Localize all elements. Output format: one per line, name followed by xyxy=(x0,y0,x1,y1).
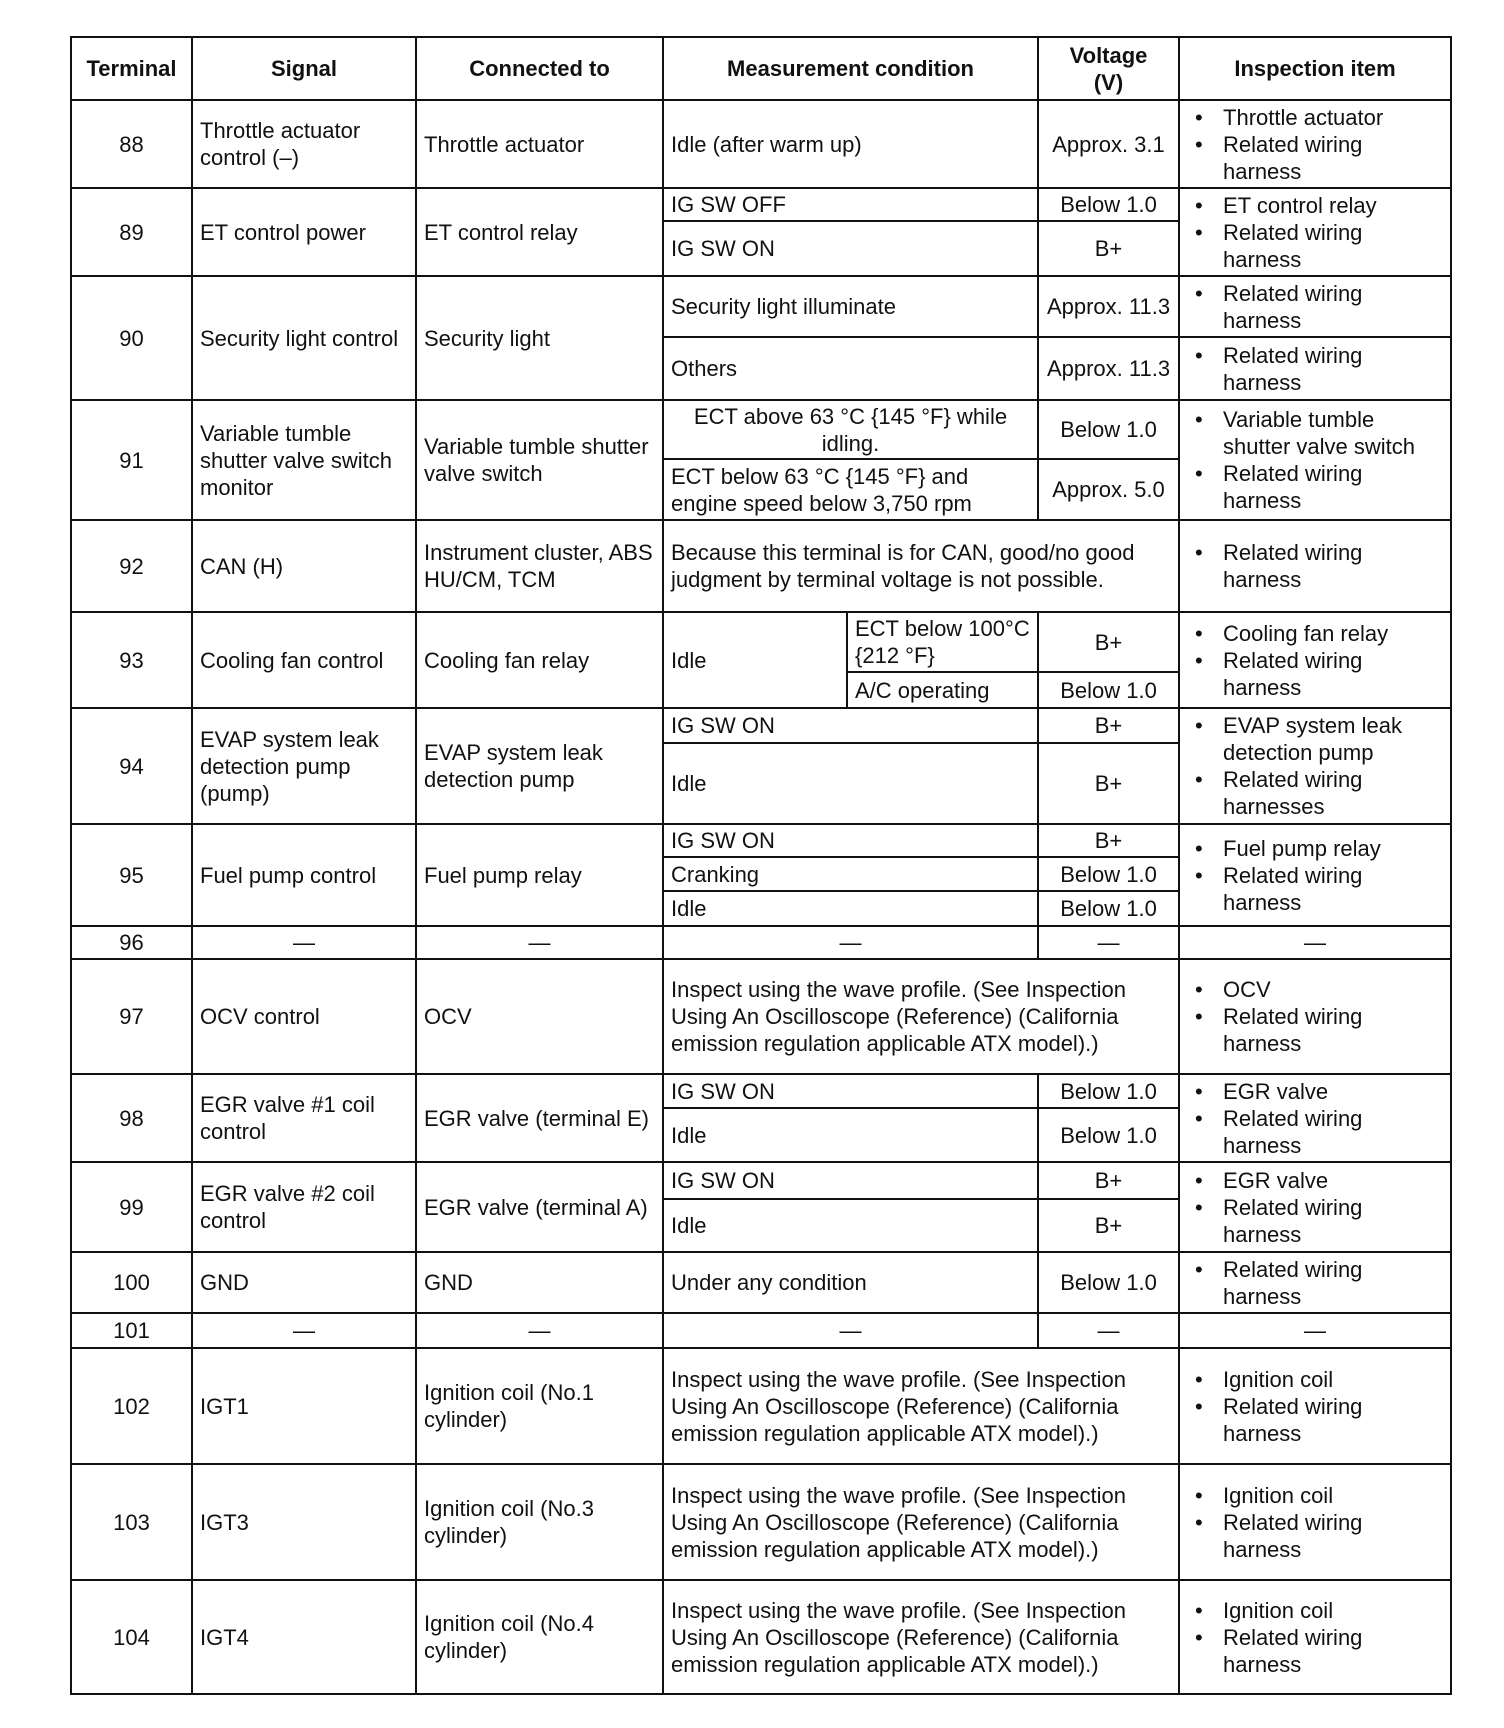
inspection xyxy=(1179,276,1451,337)
condition: Cranking xyxy=(663,857,1038,891)
inspection xyxy=(1179,612,1451,708)
condition: Idle xyxy=(663,612,847,708)
connected-to: EGR valve (terminal A) xyxy=(416,1162,663,1252)
connected-to: Ignition coil (No.1 cylinder) xyxy=(416,1348,663,1464)
header-voltage: Voltage (V) xyxy=(1038,37,1179,100)
connected-to: Fuel pump relay xyxy=(416,824,663,926)
signal: EGR valve #1 coil control xyxy=(192,1074,416,1162)
inspection xyxy=(1179,1348,1451,1464)
condition: — xyxy=(663,926,1038,959)
signal: Fuel pump control xyxy=(192,824,416,926)
terminal: 93 xyxy=(71,612,192,708)
voltage: Below 1.0 xyxy=(1038,188,1179,221)
inspection-item: • EGR valve xyxy=(1223,1167,1443,1194)
table-row xyxy=(71,708,1451,743)
condition: IG SW ON xyxy=(663,221,1038,276)
connected-to: EVAP system leak detection pump xyxy=(416,708,663,824)
condition-note: Inspect using the wave profile. (See Inspection Using An Oscilloscope (Reference) (California emission regulation applicable ATX model).) xyxy=(663,1348,1179,1464)
connected-to: — xyxy=(416,1313,663,1348)
voltage: Below 1.0 xyxy=(1038,891,1179,926)
table-row xyxy=(71,400,1451,459)
inspection-item: • ET control relay xyxy=(1223,192,1443,219)
voltage: B+ xyxy=(1038,1162,1179,1199)
terminal: 91 xyxy=(71,400,192,520)
voltage: B+ xyxy=(1038,708,1179,743)
signal: — xyxy=(192,926,416,959)
inspection-item: • EGR valve xyxy=(1223,1078,1443,1105)
voltage: Below 1.0 xyxy=(1038,1252,1179,1313)
voltage: Below 1.0 xyxy=(1038,400,1179,459)
voltage: B+ xyxy=(1038,1199,1179,1252)
signal: Cooling fan control xyxy=(192,612,416,708)
condition: Security light illuminate xyxy=(663,276,1038,337)
connected-to: Cooling fan relay xyxy=(416,612,663,708)
connected-to: Variable tumble shutter valve switch xyxy=(416,400,663,520)
voltage: B+ xyxy=(1038,743,1179,824)
inspection-item: • Related wiring harness xyxy=(1223,1393,1443,1447)
inspection-item: • Related wiring harness xyxy=(1223,131,1443,185)
terminal: 95 xyxy=(71,824,192,926)
voltage: Approx. 3.1 xyxy=(1038,100,1179,188)
header-row xyxy=(71,37,1451,100)
inspection-item: • Related wiring harness xyxy=(1223,1003,1443,1057)
voltage: Below 1.0 xyxy=(1038,857,1179,891)
condition: Idle xyxy=(663,1108,1038,1162)
inspection-item: • EVAP system leak detection pump xyxy=(1223,712,1443,766)
terminal: 101 xyxy=(71,1313,192,1348)
inspection-item: • Related wiring harness xyxy=(1223,647,1443,701)
inspection-item: • Fuel pump relay xyxy=(1223,835,1443,862)
voltage: Approx. 11.3 xyxy=(1038,276,1179,337)
connected-to: ET control relay xyxy=(416,188,663,276)
inspection xyxy=(1179,337,1451,400)
condition: IG SW ON xyxy=(663,708,1038,743)
signal: CAN (H) xyxy=(192,520,416,612)
signal: EGR valve #2 coil control xyxy=(192,1162,416,1252)
table-row xyxy=(71,188,1451,221)
voltage: Below 1.0 xyxy=(1038,1074,1179,1108)
connected-to: Throttle actuator xyxy=(416,100,663,188)
table-row xyxy=(71,612,1451,672)
header-terminal: Terminal xyxy=(71,37,192,100)
connected-to: GND xyxy=(416,1252,663,1313)
signal: ET control power xyxy=(192,188,416,276)
inspection-item: • Ignition coil xyxy=(1223,1597,1443,1624)
terminal: 97 xyxy=(71,959,192,1074)
table-row xyxy=(71,1313,1451,1348)
voltage: — xyxy=(1038,926,1179,959)
voltage: B+ xyxy=(1038,221,1179,276)
connected-to: Ignition coil (No.4 cylinder) xyxy=(416,1580,663,1694)
condition: Others xyxy=(663,337,1038,400)
terminal: 88 xyxy=(71,100,192,188)
condition: Idle xyxy=(663,1199,1038,1252)
inspection-item: • Cooling fan relay xyxy=(1223,620,1443,647)
voltage: Approx. 11.3 xyxy=(1038,337,1179,400)
inspection-item: • Variable tumble shutter valve switch xyxy=(1223,406,1443,460)
table-row xyxy=(71,824,1451,857)
terminal: 103 xyxy=(71,1464,192,1580)
inspection-item: • Related wiring harness xyxy=(1223,342,1443,396)
inspection xyxy=(1179,1074,1451,1162)
condition: Idle (after warm up) xyxy=(663,100,1038,188)
table-row xyxy=(71,100,1451,188)
inspection xyxy=(1179,400,1451,520)
inspection-item: • Related wiring harness xyxy=(1223,1256,1443,1310)
inspection xyxy=(1179,1464,1451,1580)
sub-condition: ECT below 100°C {212 °F} xyxy=(847,612,1038,672)
connected-to: — xyxy=(416,926,663,959)
table-row xyxy=(71,959,1451,1074)
table-row xyxy=(71,520,1451,612)
signal: IGT4 xyxy=(192,1580,416,1694)
condition: Under any condition xyxy=(663,1252,1038,1313)
signal: Throttle actuator control (–) xyxy=(192,100,416,188)
header-condition: Measurement condition xyxy=(663,37,1038,100)
condition: IG SW ON xyxy=(663,1074,1038,1108)
voltage: Approx. 5.0 xyxy=(1038,459,1179,520)
signal: GND xyxy=(192,1252,416,1313)
condition-note: Inspect using the wave profile. (See Inspection Using An Oscilloscope (Reference) (California emission regulation applicable ATX model).) xyxy=(663,1580,1179,1694)
header-inspection: Inspection item xyxy=(1179,37,1451,100)
terminal: 98 xyxy=(71,1074,192,1162)
connected-to: Instrument cluster, ABS HU/CM, TCM xyxy=(416,520,663,612)
inspection xyxy=(1179,1252,1451,1313)
signal: IGT1 xyxy=(192,1348,416,1464)
terminal: 96 xyxy=(71,926,192,959)
inspection xyxy=(1179,100,1451,188)
condition-note: Because this terminal is for CAN, good/no good judgment by terminal voltage is not possible. xyxy=(663,520,1179,612)
inspection xyxy=(1179,959,1451,1074)
condition: IG SW ON xyxy=(663,1162,1038,1199)
inspection xyxy=(1179,708,1451,824)
inspection-item: • OCV xyxy=(1223,976,1443,1003)
header-signal: Signal xyxy=(192,37,416,100)
condition: Idle xyxy=(663,891,1038,926)
signal: — xyxy=(192,1313,416,1348)
inspection-item: • Related wiring harnesses xyxy=(1223,766,1443,820)
header-connected: Connected to xyxy=(416,37,663,100)
terminal: 90 xyxy=(71,276,192,400)
inspection-item: • Related wiring harness xyxy=(1223,1509,1443,1563)
inspection xyxy=(1179,1162,1451,1252)
terminal: 89 xyxy=(71,188,192,276)
inspection xyxy=(1179,1580,1451,1694)
inspection xyxy=(1179,824,1451,926)
voltage: B+ xyxy=(1038,612,1179,672)
condition: ECT above 63 °C {145 °F} while idling. xyxy=(663,400,1038,459)
condition: IG SW OFF xyxy=(663,188,1038,221)
terminal: 99 xyxy=(71,1162,192,1252)
voltage: B+ xyxy=(1038,824,1179,857)
inspection xyxy=(1179,520,1451,612)
table-row xyxy=(71,1162,1451,1199)
connected-to: Security light xyxy=(416,276,663,400)
inspection-item: • Related wiring harness xyxy=(1223,1624,1443,1678)
voltage: — xyxy=(1038,1313,1179,1348)
connected-to: EGR valve (terminal E) xyxy=(416,1074,663,1162)
table-row xyxy=(71,1464,1451,1580)
table-row xyxy=(71,926,1451,959)
inspection-item: • Related wiring harness xyxy=(1223,219,1443,273)
terminal: 92 xyxy=(71,520,192,612)
sub-condition: A/C operating xyxy=(847,672,1038,708)
inspection: — xyxy=(1179,926,1451,959)
signal: Variable tumble shutter valve switch monitor xyxy=(192,400,416,520)
terminal: 100 xyxy=(71,1252,192,1313)
condition-note: Inspect using the wave profile. (See Inspection Using An Oscilloscope (Reference) (California emission regulation applicable ATX model).) xyxy=(663,959,1179,1074)
inspection-item: • Ignition coil xyxy=(1223,1482,1443,1509)
signal: OCV control xyxy=(192,959,416,1074)
table-row xyxy=(71,276,1451,337)
terminal: 104 xyxy=(71,1580,192,1694)
terminal: 94 xyxy=(71,708,192,824)
condition: ECT below 63 °C {145 °F} and engine speed below 3,750 rpm xyxy=(663,459,1038,520)
inspection-item: • Related wiring harness xyxy=(1223,460,1443,514)
terminal: 102 xyxy=(71,1348,192,1464)
signal: Security light control xyxy=(192,276,416,400)
signal: IGT3 xyxy=(192,1464,416,1580)
table-row xyxy=(71,1348,1451,1464)
inspection-item: • Related wiring harness xyxy=(1223,1194,1443,1248)
terminal-inspection-table xyxy=(70,36,1452,1695)
inspection-item: • Related wiring harness xyxy=(1223,539,1443,593)
condition: Idle xyxy=(663,743,1038,824)
voltage: Below 1.0 xyxy=(1038,672,1179,708)
inspection-item: • Related wiring harness xyxy=(1223,1105,1443,1159)
condition-note: Inspect using the wave profile. (See Inspection Using An Oscilloscope (Reference) (California emission regulation applicable ATX model).) xyxy=(663,1464,1179,1580)
inspection-item: • Related wiring harness xyxy=(1223,280,1443,334)
condition: — xyxy=(663,1313,1038,1348)
inspection-item: • Ignition coil xyxy=(1223,1366,1443,1393)
connected-to: OCV xyxy=(416,959,663,1074)
inspection-item: • Related wiring harness xyxy=(1223,862,1443,916)
voltage: Below 1.0 xyxy=(1038,1108,1179,1162)
table-row xyxy=(71,1252,1451,1313)
inspection-item: • Throttle actuator xyxy=(1223,104,1443,131)
inspection xyxy=(1179,188,1451,276)
signal: EVAP system leak detection pump (pump) xyxy=(192,708,416,824)
table-row xyxy=(71,1074,1451,1108)
condition: IG SW ON xyxy=(663,824,1038,857)
connected-to: Ignition coil (No.3 cylinder) xyxy=(416,1464,663,1580)
table-row xyxy=(71,1580,1451,1694)
inspection: — xyxy=(1179,1313,1451,1348)
